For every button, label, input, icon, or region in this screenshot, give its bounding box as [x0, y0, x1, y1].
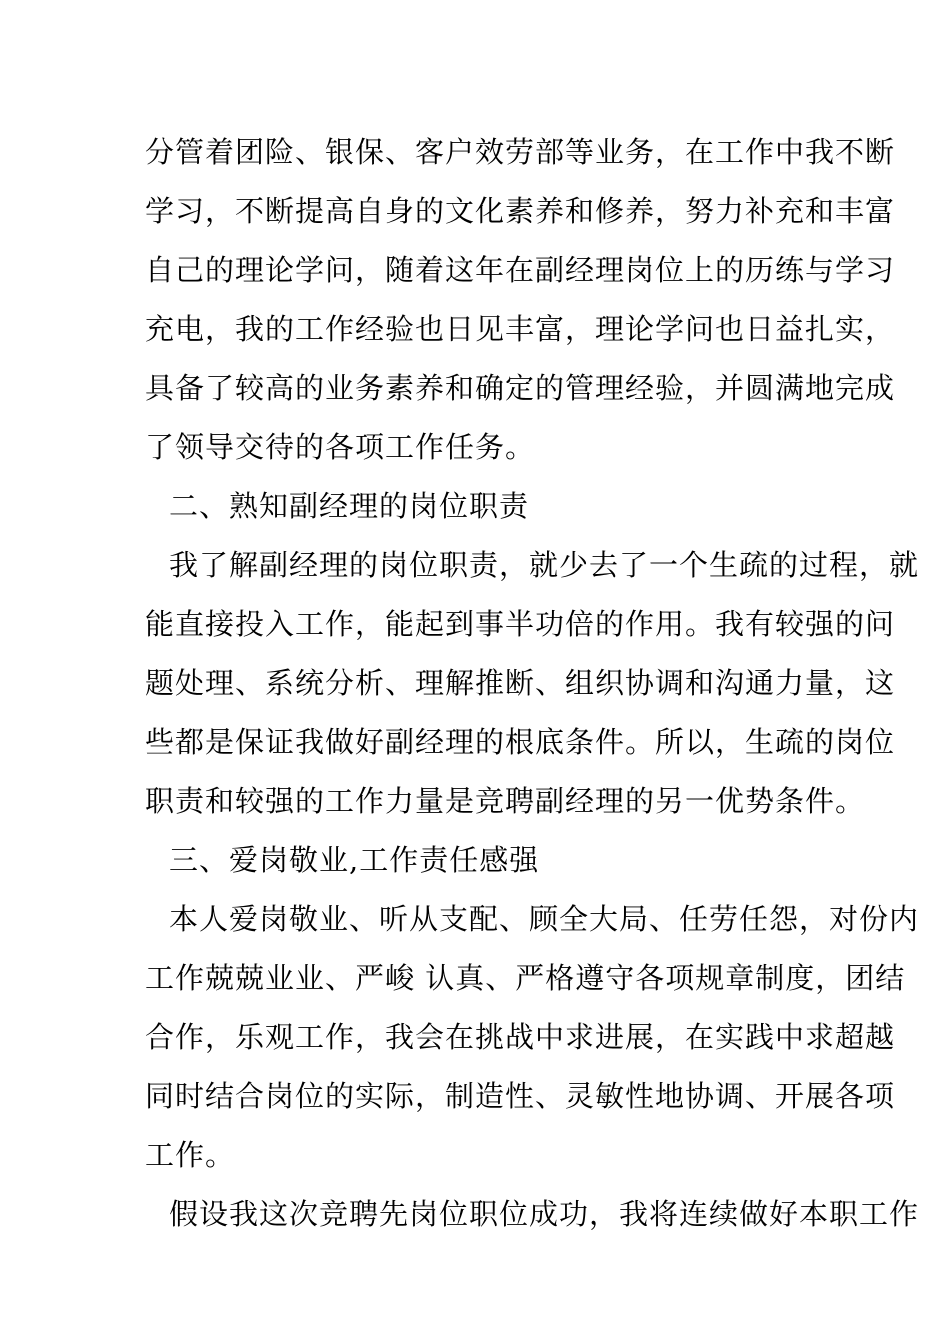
- text-line: 些都是保证我做好副经理的根底条件。所以，生疏的岗位: [145, 725, 896, 759]
- text-line: 学习，不断提高自身的文化素养和修养，努力补充和丰富: [145, 194, 896, 228]
- text-line: 具备了较高的业务素养和确定的管理经验，并圆满地完成: [145, 371, 896, 405]
- text-line: 自己的理论学问，随着这年在副经理岗位上的历练与学习: [145, 253, 896, 287]
- text-line: 分管着团险、银保、客户效劳部等业务，在工作中我不断: [145, 135, 896, 169]
- text-line: 题处理、系统分析、理解推断、组织协调和沟通力量，这: [145, 666, 896, 700]
- section-heading: 三、爱岗敬业,工作责任感强: [169, 843, 540, 877]
- text-line: 工作。: [145, 1138, 236, 1172]
- text-line: 同时结合岗位的实际，制造性、灵敏性地协调、开展各项: [145, 1079, 896, 1113]
- text-line: 职责和较强的工作力量是竞聘副经理的另一优势条件。: [145, 784, 866, 818]
- text-line: 能直接投入工作，能起到事半功倍的作用。我有较强的问: [145, 607, 896, 641]
- text-line: 合作，乐观工作，我会在挑战中求进展，在实践中求超越: [145, 1020, 896, 1054]
- section-heading: 二、熟知副经理的岗位职责: [169, 489, 530, 523]
- text-line: 工作兢兢业业、严峻 认真、严格遵守各项规章制度，团结: [145, 961, 906, 995]
- text-line: 假设我这次竞聘先岗位职位成功，我将连续做好本职工作: [169, 1197, 920, 1231]
- text-line: 本人爱岗敬业、听从支配、顾全大局、任劳任怨，对份内: [169, 902, 920, 936]
- text-line: 我了解副经理的岗位职责，就少去了一个生疏的过程，就: [169, 548, 920, 582]
- text-line: 了领导交待的各项工作任务。: [145, 430, 536, 464]
- text-line: 充电，我的工作经验也日见丰富，理论学问也日益扎实，: [145, 312, 896, 346]
